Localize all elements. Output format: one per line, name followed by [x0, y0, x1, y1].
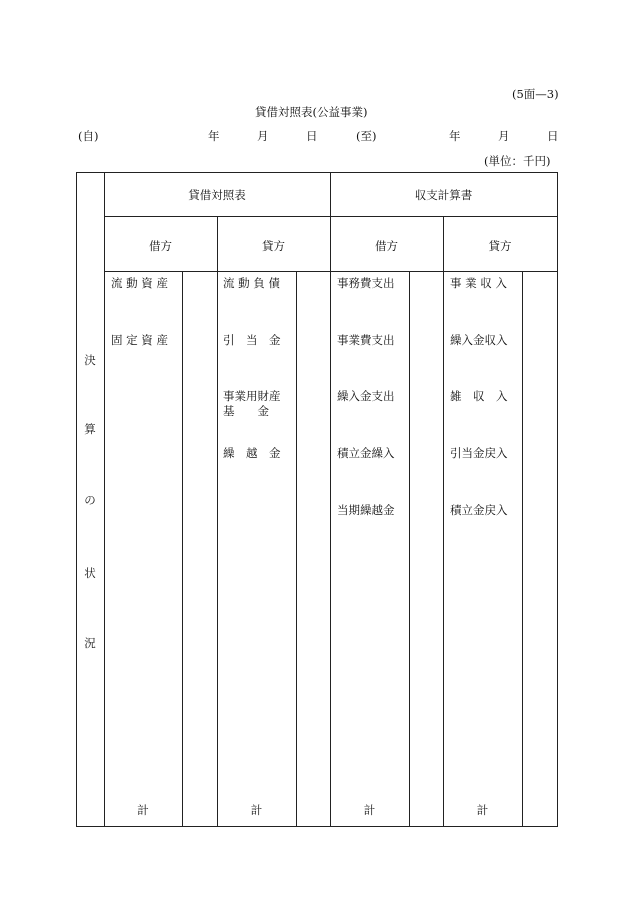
- ie-credit-item: 引当金戻入: [450, 446, 508, 460]
- ie-debit-item: 事務費支出: [337, 276, 395, 290]
- side-label-char: 決: [84, 353, 96, 367]
- to-day-label: 日: [547, 129, 559, 143]
- to-year-label: 年: [449, 129, 461, 143]
- bs-credit-item: 引 当 金: [223, 333, 281, 347]
- ie-credit-item: 雑 収 入: [450, 389, 508, 403]
- ie-debit-item: 事業費支出: [337, 333, 395, 347]
- side-label-char: の: [84, 493, 96, 507]
- from-day-label: 日: [306, 129, 318, 143]
- bs-credit-item: 繰 越 金: [223, 446, 281, 460]
- from-label: (自): [78, 129, 99, 143]
- ie-debit-item: 当期繰越金: [337, 503, 395, 517]
- side-label-char: 状: [84, 566, 96, 580]
- from-month-label: 月: [257, 129, 269, 143]
- side-label-char: 況: [84, 636, 96, 650]
- income-statement-header: 収支計算書: [414, 188, 473, 202]
- bs-credit-item: 事業用財産: [223, 389, 281, 403]
- ie-debit-item: 積立金繰入: [337, 446, 395, 460]
- bs-debit-item: 固 定 資 産: [111, 333, 168, 347]
- bs-credit-header: 貸方: [262, 239, 285, 253]
- bs-debit-item: 流 動 資 産: [111, 276, 168, 290]
- ie-debit-total-label: 計: [363, 803, 376, 817]
- ie-credit-item: 事 業 収 入: [450, 276, 507, 290]
- bs-credit-item: 流 動 負 債: [223, 276, 280, 290]
- document-title: 貸借対照表(公益事業): [255, 105, 368, 119]
- bs-credit-item: 基 金: [223, 404, 269, 418]
- bs-credit-total-label: 計: [250, 803, 263, 817]
- page-reference: (5面—3): [512, 87, 559, 101]
- ie-credit-item: 積立金戻入: [450, 503, 508, 517]
- from-year-label: 年: [208, 129, 220, 143]
- ie-credit-item: 繰入金収入: [450, 333, 508, 347]
- ie-credit-total-label: 計: [476, 803, 489, 817]
- to-month-label: 月: [498, 129, 510, 143]
- side-label-char: 算: [84, 422, 96, 436]
- bs-debit-header: 借方: [149, 239, 172, 253]
- bs-debit-total-label: 計: [137, 803, 149, 817]
- to-label: (至): [356, 129, 377, 143]
- ie-debit-header: 借方: [375, 239, 398, 253]
- unit-label: (単位：千円): [484, 154, 551, 168]
- ie-debit-item: 繰入金支出: [337, 389, 395, 403]
- balance-sheet-header: 貸借対照表: [188, 188, 246, 202]
- ie-credit-header: 貸方: [488, 239, 512, 253]
